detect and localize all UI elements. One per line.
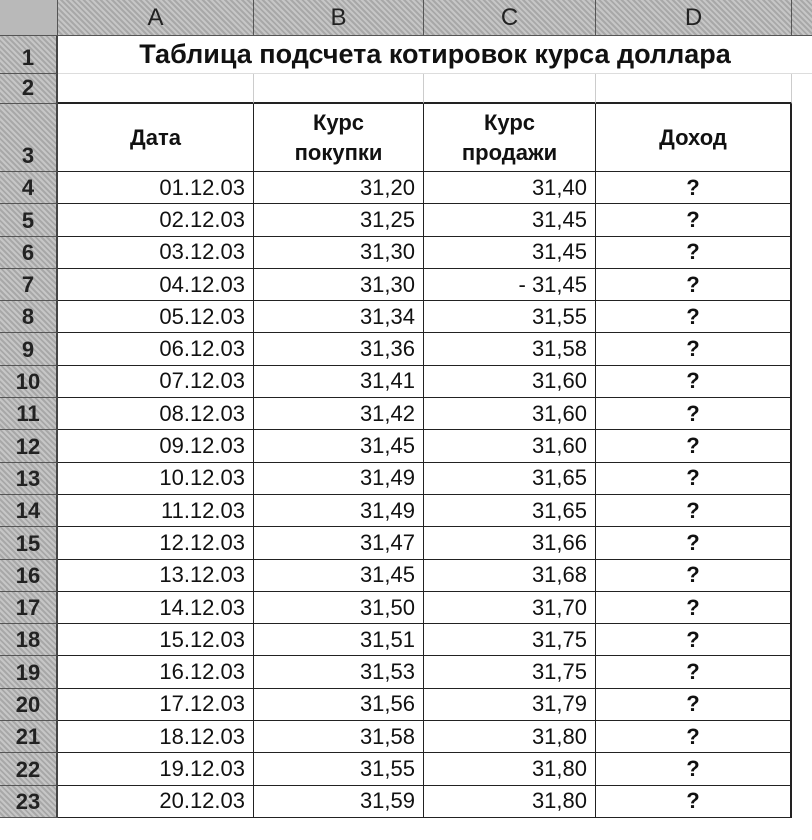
cell-sell-rate[interactable]: 31,65	[424, 495, 596, 527]
cell-date[interactable]: 13.12.03	[58, 560, 254, 592]
cell-date[interactable]: 11.12.03	[58, 495, 254, 527]
cell-sell-rate[interactable]: 31,79	[424, 689, 596, 721]
cell-sell-rate[interactable]: 31,60	[424, 430, 596, 462]
table-row	[0, 753, 812, 785]
column-header-row	[0, 0, 812, 36]
table-row	[0, 366, 812, 398]
row-header[interactable]: 14	[0, 495, 58, 527]
table-row	[0, 592, 812, 624]
cell-date[interactable]: 02.12.03	[58, 204, 254, 236]
cell-income[interactable]: ?	[596, 301, 792, 333]
cell-a2[interactable]	[58, 74, 254, 104]
cell-buy-rate[interactable]: 31,49	[254, 463, 424, 495]
cell-income[interactable]: ?	[596, 495, 792, 527]
cell-income[interactable]: ?	[596, 527, 792, 559]
cell-buy-rate[interactable]: 31,55	[254, 753, 424, 785]
table-row	[0, 689, 812, 721]
table-row	[0, 333, 812, 365]
sheet-title[interactable]: Таблица подсчета котировок курса доллара	[58, 36, 812, 74]
row-header[interactable]: 22	[0, 753, 58, 785]
row-header[interactable]: 4	[0, 172, 58, 204]
cell-buy-rate[interactable]: 31,56	[254, 689, 424, 721]
cell-date[interactable]: 18.12.03	[58, 721, 254, 753]
header-buy-line1: Курс	[312, 109, 365, 135]
table-row	[0, 204, 812, 236]
cell-date[interactable]: 17.12.03	[58, 689, 254, 721]
cell-income[interactable]: ?	[596, 333, 792, 365]
cell-empty	[792, 269, 812, 301]
cell-income[interactable]: ?	[596, 786, 792, 818]
cell-date[interactable]: 04.12.03	[58, 269, 254, 301]
cell-buy-rate[interactable]: 31,30	[254, 269, 424, 301]
header-date-label: Дата	[130, 124, 181, 150]
row-header[interactable]: 10	[0, 366, 58, 398]
header-sell-line2: продажи	[461, 139, 558, 165]
cell-buy-rate[interactable]: 31,47	[254, 527, 424, 559]
cell-empty	[792, 204, 812, 236]
cell-date[interactable]: 07.12.03	[58, 366, 254, 398]
cell-income[interactable]: ?	[596, 366, 792, 398]
row-header[interactable]: 11	[0, 398, 58, 430]
header-income[interactable]	[596, 104, 792, 172]
cell-date[interactable]: 16.12.03	[58, 656, 254, 688]
row-header[interactable]: 17	[0, 592, 58, 624]
cell-date[interactable]: 05.12.03	[58, 301, 254, 333]
cell-buy-rate[interactable]: 31,42	[254, 398, 424, 430]
cell-buy-rate[interactable]: 31,20	[254, 172, 424, 204]
cell-empty	[792, 592, 812, 624]
row-header[interactable]: 2	[0, 74, 58, 104]
select-all-corner[interactable]	[0, 0, 58, 36]
cell-empty	[792, 786, 812, 818]
cell-buy-rate[interactable]: 31,30	[254, 237, 424, 269]
cell-income[interactable]: ?	[596, 560, 792, 592]
cell-sell-rate[interactable]: 31,60	[424, 366, 596, 398]
cell-empty	[792, 753, 812, 785]
row-header[interactable]: 18	[0, 624, 58, 656]
table-row	[0, 560, 812, 592]
cell-sell-rate[interactable]: 31,45	[424, 204, 596, 236]
cell-sell-rate[interactable]: 31,80	[424, 753, 596, 785]
cell-empty	[792, 656, 812, 688]
cell-sell-rate[interactable]: 31,45	[424, 237, 596, 269]
row-header[interactable]: 8	[0, 301, 58, 333]
cell-buy-rate[interactable]: 31,58	[254, 721, 424, 753]
cell-income[interactable]: ?	[596, 624, 792, 656]
column-header-empty	[792, 0, 812, 36]
header-date[interactable]	[58, 104, 254, 172]
cell-date[interactable]: 08.12.03	[58, 398, 254, 430]
header-buy-line2: покупки	[294, 139, 383, 165]
cell-buy-rate[interactable]: 31,36	[254, 333, 424, 365]
cell-sell-rate[interactable]: - 31,45	[424, 269, 596, 301]
cell-empty	[792, 74, 812, 104]
table-row	[0, 463, 812, 495]
cell-empty	[792, 560, 812, 592]
header-sell-rate[interactable]	[424, 104, 596, 172]
cell-income[interactable]: ?	[596, 269, 792, 301]
cell-income[interactable]: ?	[596, 721, 792, 753]
cell-sell-rate[interactable]: 31,66	[424, 527, 596, 559]
column-header-c[interactable]: C	[424, 0, 596, 36]
column-header-a[interactable]: A	[58, 0, 254, 36]
cell-sell-rate[interactable]: 31,60	[424, 398, 596, 430]
cell-c2[interactable]	[424, 74, 596, 104]
cell-date[interactable]: 10.12.03	[58, 463, 254, 495]
cell-sell-rate[interactable]: 31,68	[424, 560, 596, 592]
cell-date[interactable]: 20.12.03	[58, 786, 254, 818]
cell-buy-rate[interactable]: 31,50	[254, 592, 424, 624]
cell-buy-rate[interactable]: 31,49	[254, 495, 424, 527]
row-header[interactable]: 21	[0, 721, 58, 753]
cell-income[interactable]: ?	[596, 592, 792, 624]
table-row	[0, 269, 812, 301]
cell-empty	[792, 721, 812, 753]
cell-empty	[792, 301, 812, 333]
table-row	[0, 527, 812, 559]
cell-empty	[792, 527, 812, 559]
column-header-b[interactable]: B	[254, 0, 424, 36]
row-header[interactable]: 3	[0, 104, 58, 172]
table-row	[0, 36, 812, 74]
cell-income[interactable]: ?	[596, 753, 792, 785]
table-row	[0, 74, 812, 104]
row-header[interactable]: 6	[0, 237, 58, 269]
row-header[interactable]: 16	[0, 560, 58, 592]
cell-buy-rate[interactable]: 31,53	[254, 656, 424, 688]
table-row	[0, 237, 812, 269]
cell-date[interactable]: 15.12.03	[58, 624, 254, 656]
cell-income[interactable]: ?	[596, 172, 792, 204]
cell-income[interactable]: ?	[596, 656, 792, 688]
cell-empty	[792, 398, 812, 430]
cell-date[interactable]: 01.12.03	[58, 172, 254, 204]
row-header[interactable]: 19	[0, 656, 58, 688]
cell-date[interactable]: 14.12.03	[58, 592, 254, 624]
cell-empty	[792, 430, 812, 462]
cell-date[interactable]: 19.12.03	[58, 753, 254, 785]
cell-income[interactable]: ?	[596, 430, 792, 462]
cell-income[interactable]: ?	[596, 689, 792, 721]
cell-buy-rate[interactable]: 31,45	[254, 560, 424, 592]
table-row	[0, 624, 812, 656]
cell-date[interactable]: 09.12.03	[58, 430, 254, 462]
cell-buy-rate[interactable]: 31,45	[254, 430, 424, 462]
row-header[interactable]: 23	[0, 786, 58, 818]
table-header-row	[0, 104, 812, 172]
cell-date[interactable]: 03.12.03	[58, 237, 254, 269]
row-header[interactable]: 1	[0, 36, 58, 74]
cell-sell-rate[interactable]: 31,65	[424, 463, 596, 495]
sheet-rows	[0, 36, 812, 818]
cell-buy-rate[interactable]: 31,51	[254, 624, 424, 656]
data-rows	[0, 172, 812, 818]
cell-empty	[792, 237, 812, 269]
cell-sell-rate[interactable]: 31,70	[424, 592, 596, 624]
cell-sell-rate[interactable]: 31,75	[424, 656, 596, 688]
column-header-d[interactable]: D	[596, 0, 792, 36]
header-income-label: Доход	[659, 124, 727, 150]
cell-income[interactable]: ?	[596, 204, 792, 236]
cell-empty	[792, 495, 812, 527]
row-header[interactable]: 12	[0, 430, 58, 462]
cell-empty	[792, 624, 812, 656]
cell-date[interactable]: 06.12.03	[58, 333, 254, 365]
row-header[interactable]: 5	[0, 204, 58, 236]
cell-buy-rate[interactable]: 31,59	[254, 786, 424, 818]
table-row	[0, 430, 812, 462]
cell-sell-rate[interactable]: 31,58	[424, 333, 596, 365]
cell-buy-rate[interactable]: 31,25	[254, 204, 424, 236]
table-row	[0, 301, 812, 333]
row-header[interactable]: 20	[0, 689, 58, 721]
table-row	[0, 656, 812, 688]
row-header[interactable]: 13	[0, 463, 58, 495]
cell-income[interactable]: ?	[596, 237, 792, 269]
cell-income[interactable]: ?	[596, 463, 792, 495]
cell-empty	[792, 172, 812, 204]
cell-buy-rate[interactable]: 31,41	[254, 366, 424, 398]
cell-b2[interactable]	[254, 74, 424, 104]
header-sell-line1: Курс	[483, 109, 536, 135]
cell-date[interactable]: 12.12.03	[58, 527, 254, 559]
cell-income[interactable]: ?	[596, 398, 792, 430]
cell-empty	[792, 366, 812, 398]
row-header[interactable]: 7	[0, 269, 58, 301]
row-header[interactable]: 15	[0, 527, 58, 559]
cell-empty	[792, 333, 812, 365]
header-buy-rate[interactable]	[254, 104, 424, 172]
cell-empty	[792, 104, 812, 172]
cell-empty	[792, 689, 812, 721]
cell-d2[interactable]	[596, 74, 792, 104]
cell-sell-rate[interactable]: 31,40	[424, 172, 596, 204]
table-row	[0, 398, 812, 430]
cell-sell-rate[interactable]: 31,75	[424, 624, 596, 656]
cell-sell-rate[interactable]: 31,80	[424, 721, 596, 753]
table-row	[0, 786, 812, 818]
row-header[interactable]: 9	[0, 333, 58, 365]
table-row	[0, 495, 812, 527]
table-row	[0, 172, 812, 204]
cell-buy-rate[interactable]: 31,34	[254, 301, 424, 333]
cell-sell-rate[interactable]: 31,55	[424, 301, 596, 333]
table-row	[0, 721, 812, 753]
cell-empty	[792, 463, 812, 495]
cell-sell-rate[interactable]: 31,80	[424, 786, 596, 818]
